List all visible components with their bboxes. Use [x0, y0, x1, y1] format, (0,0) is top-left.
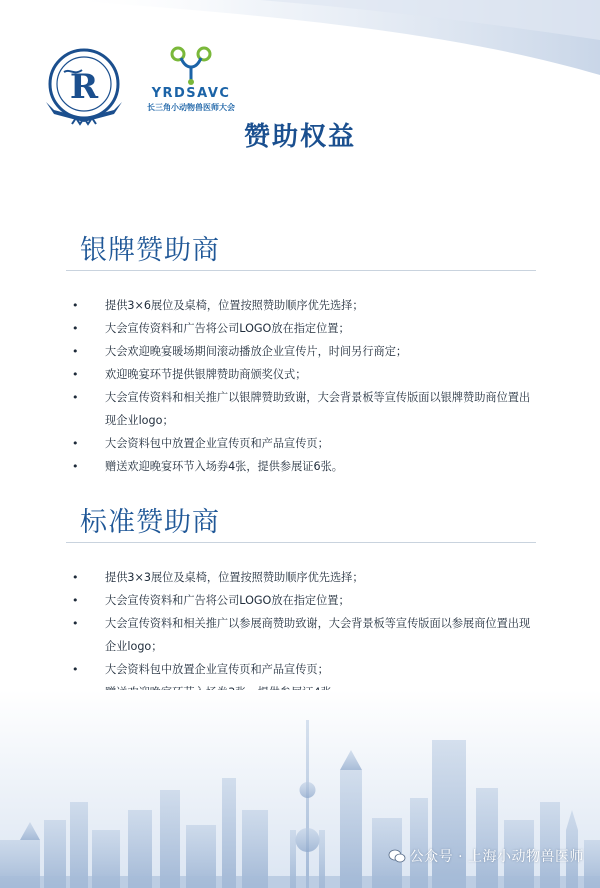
svg-text:R: R	[69, 67, 99, 107]
silver-sponsor-benefits	[70, 294, 540, 478]
section-divider	[66, 270, 536, 271]
bullet-icon: •	[72, 663, 79, 676]
bullet-icon: •	[72, 322, 79, 335]
list-item: • 大会欢迎晚宴暖场期间滚动播放企业宣传片，时间另行商定；	[70, 340, 540, 363]
watermark-text: 公众号 · 上海小动物兽医师	[409, 849, 584, 865]
bullet-icon: •	[72, 594, 79, 607]
section-divider	[66, 542, 536, 543]
brand-subtitle: 长三角小动物兽医师大会	[147, 103, 235, 112]
list-item: • 大会宣传资料和相关推广以银牌赞助致谢，大会背景板等宣传版面以银牌赞助商位置出现企业logo；	[70, 386, 540, 432]
list-item: • 大会资料包中放置企业宣传页和产品宣传页；	[70, 432, 540, 455]
stethoscope-icon	[136, 42, 246, 86]
list-item: • 大会宣传资料和相关推广以参展商赞助致谢，大会背景板等宣传版面以参展商位置出现企业logo；	[70, 612, 540, 658]
list-item: • 大会宣传资料和广告将公司LOGO放在指定位置；	[70, 317, 540, 340]
list-item: • 赠送欢迎晚宴环节入场券4张，提供参展证6张。	[70, 455, 540, 478]
list-item: • 提供3×6展位及桌椅，位置按照赞助顺序优先选择；	[70, 294, 540, 317]
bullet-icon: •	[72, 437, 79, 450]
bullet-icon: •	[72, 571, 79, 584]
section-title-silver-sponsor: 银牌赞助商	[80, 235, 220, 266]
list-item: • 大会宣传资料和广告将公司LOGO放在指定位置；	[70, 589, 540, 612]
bullet-icon: •	[72, 460, 79, 473]
bullet-icon: •	[72, 345, 79, 358]
wechat-icon	[388, 849, 406, 863]
list-item: • 提供3×3展位及桌椅，位置按照赞助顺序优先选择；	[70, 566, 540, 589]
bullet-icon: •	[72, 299, 79, 312]
yrdsavc-logo	[136, 42, 246, 114]
section-title-standard-sponsor: 标准赞助商	[80, 507, 220, 538]
header	[0, 0, 600, 190]
bullet-icon: •	[72, 368, 79, 381]
list-item: • 欢迎晚宴环节提供银牌赞助商颁奖仪式；	[70, 363, 540, 386]
standard-sponsor-benefits	[70, 566, 540, 704]
brand-name: YRDSAVC	[151, 86, 231, 101]
bullet-icon: •	[72, 617, 79, 630]
page-title: 赞助权益	[243, 122, 356, 152]
bullet-icon: •	[72, 391, 79, 404]
list-item: • 大会资料包中放置企业宣传页和产品宣传页；	[70, 658, 540, 681]
wechat-watermark	[388, 846, 584, 866]
